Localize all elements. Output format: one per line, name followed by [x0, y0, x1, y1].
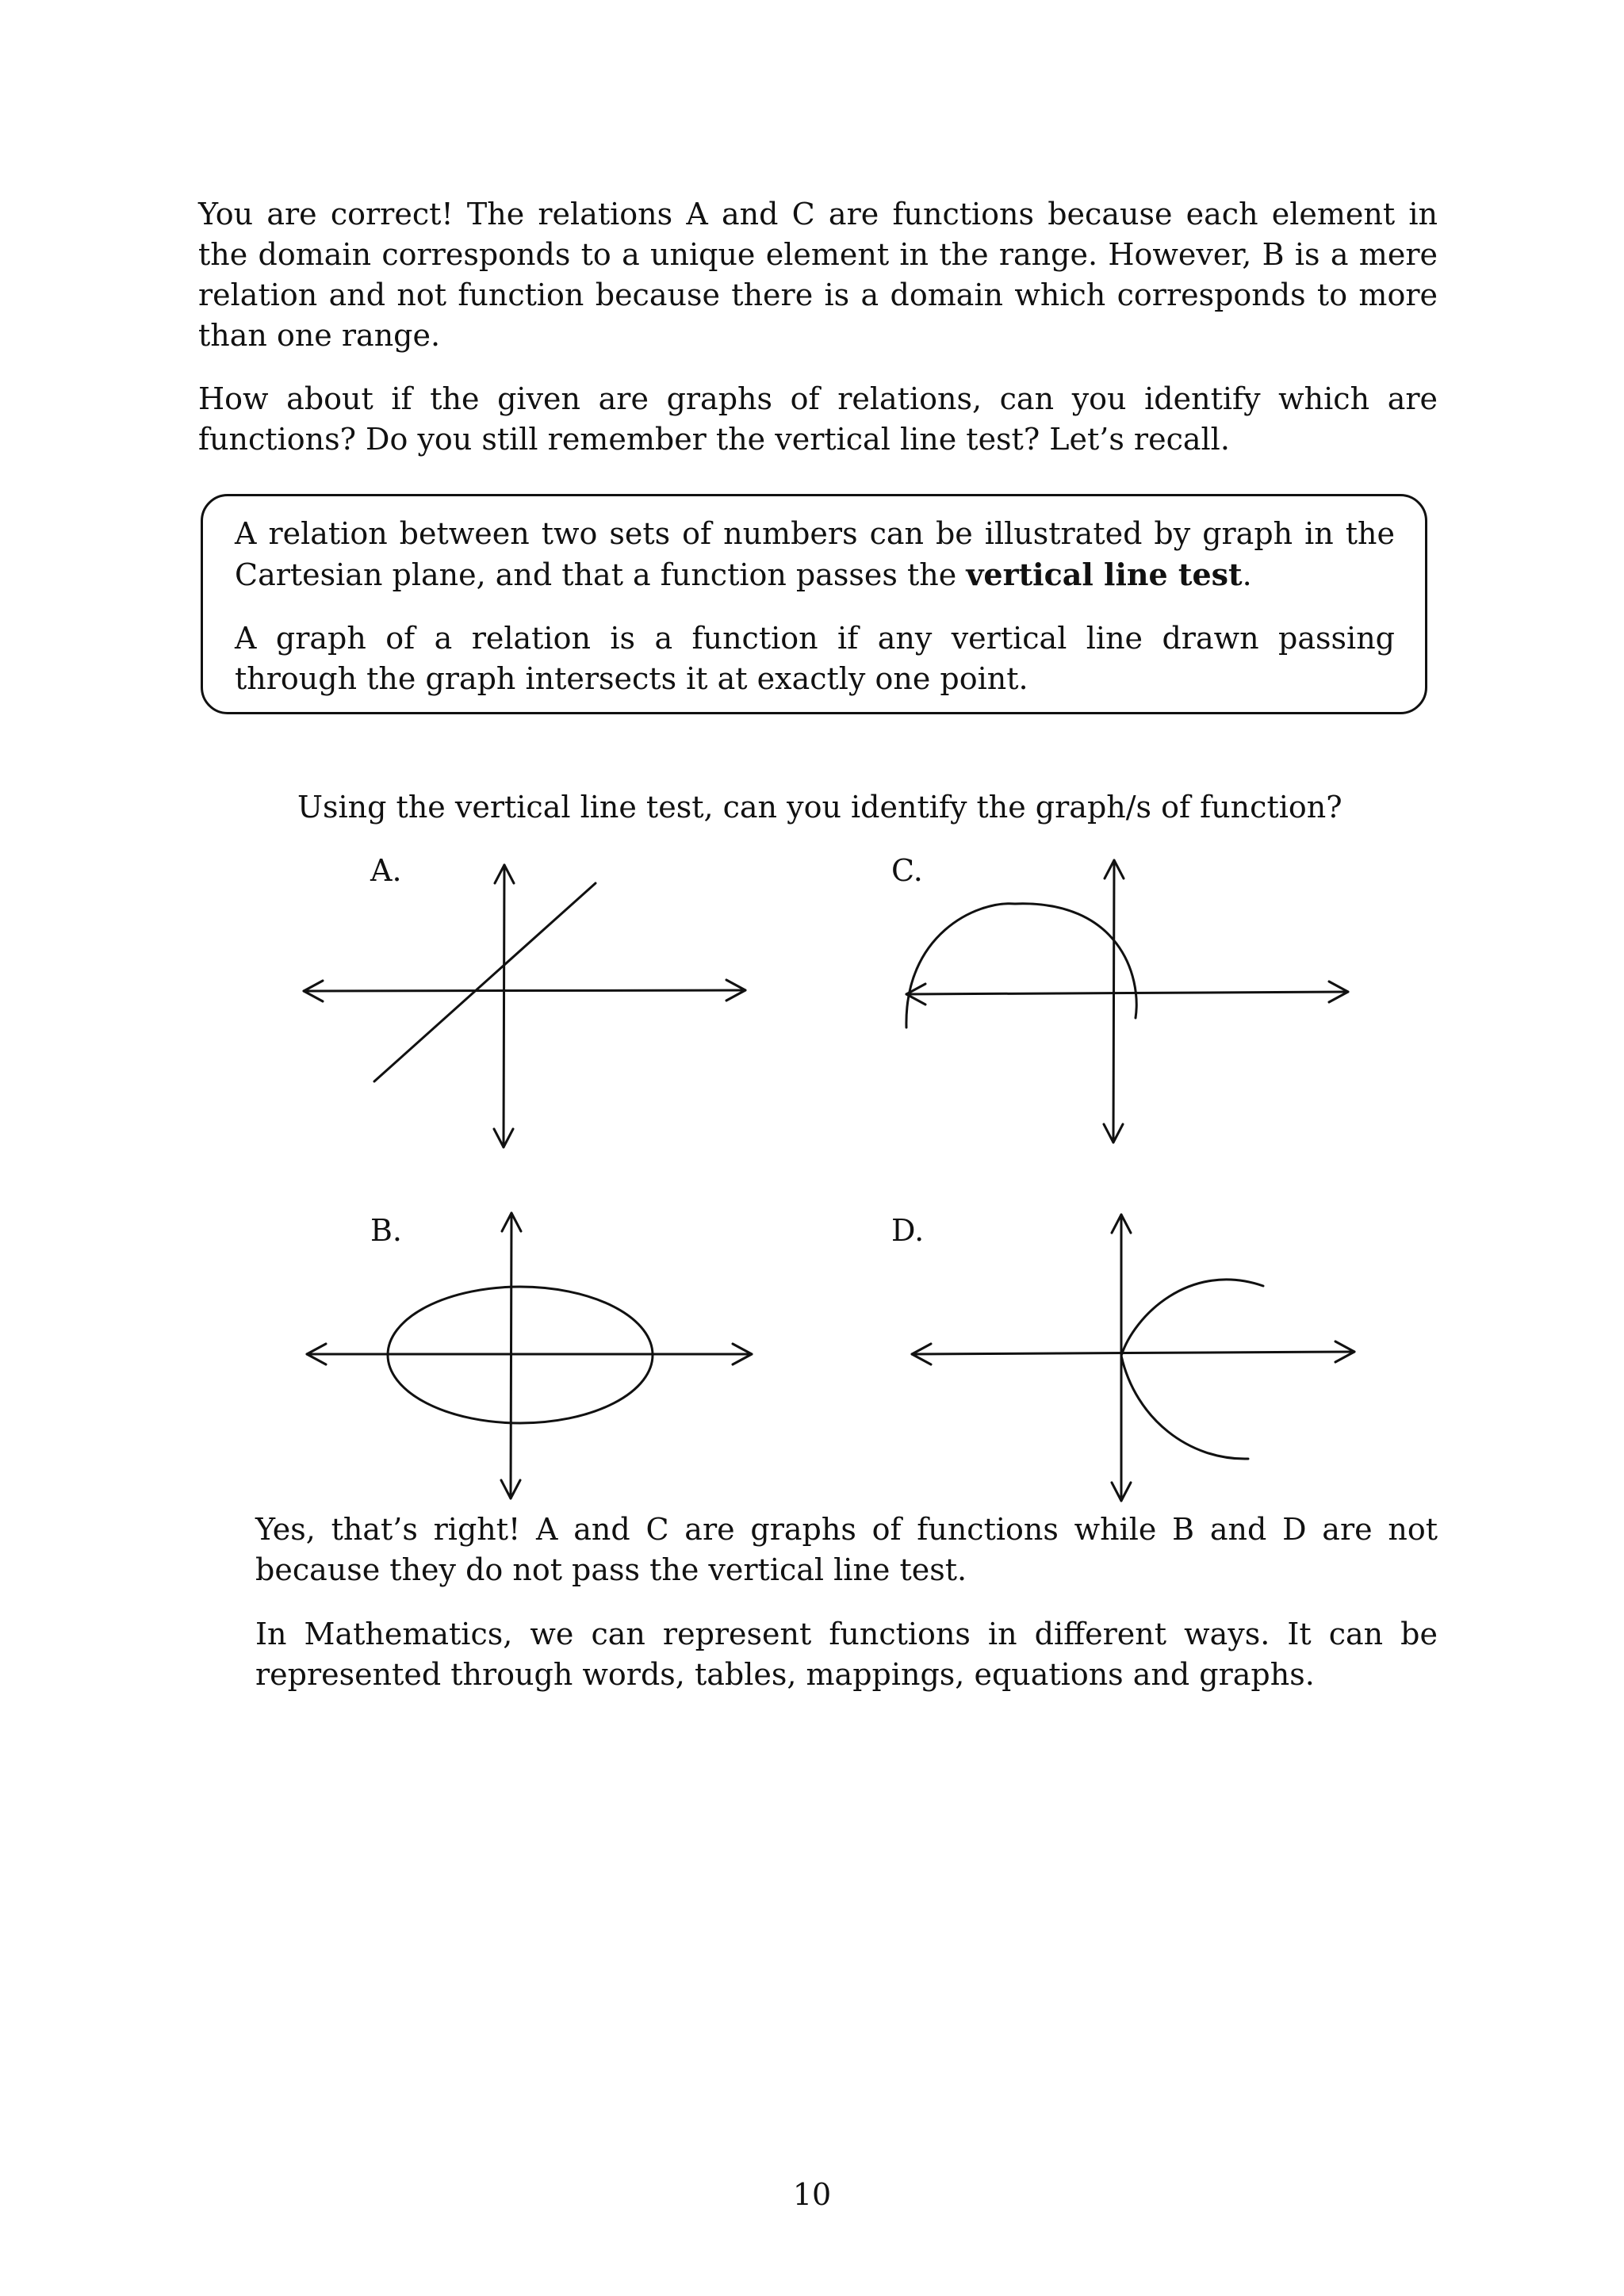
exercise-prompt: Using the vertical line test, can you identify the graph/s of function?: [297, 790, 1342, 825]
graph-d-curve: [1121, 1280, 1263, 1459]
graph-a-label: A.: [370, 853, 402, 888]
page-number: 10: [792, 2177, 832, 2212]
graph-c-label: C.: [891, 853, 923, 888]
graph-d: [912, 1215, 1354, 1501]
definition-text: A relation between two sets of numbers can be illustrated by graph in the Cartesian plane, and that a function passes the: [235, 516, 1395, 592]
definition-period: .: [1242, 557, 1252, 592]
graph-c-x-axis: [906, 992, 1348, 994]
definition-emphasis: vertical line test: [966, 557, 1243, 592]
intro-paragraph: You are correct! The relations A and C are functions because each element in the domain corresponds to a unique element in the range. However, B is a mere relation and not function because there is a domain which corresponds to more than one range.: [198, 197, 1438, 353]
graph-b-label: B.: [370, 1213, 403, 1248]
graph-c-curve: [906, 904, 1136, 1027]
graph-a-x-axis: [304, 990, 745, 991]
answer-paragraph: Yes, that’s right! A and C are graphs of functions while B and D are not because they do not pass the vertical line test.: [255, 1512, 1438, 1587]
graph-b: [307, 1213, 752, 1498]
graph-a: [304, 865, 745, 1147]
question-paragraph: How about if the given are graphs of relations, can you identify which are functions? Do you still remember the vertical line test? Let’s recall.: [198, 381, 1438, 457]
graph-a-curve: [374, 883, 596, 1081]
representation-paragraph: In Mathematics, we can represent functions in different ways. It can be represented through words, tables, mappings, equations and graphs.: [255, 1617, 1438, 1692]
definition-line-2: A graph of a relation is a function if any vertical line drawn passing through the graph intersects it at exactly one point.: [235, 621, 1395, 696]
graph-c: [906, 860, 1348, 1142]
graph-d-x-axis: [912, 1352, 1354, 1354]
graph-d-label: D.: [891, 1213, 925, 1248]
graph-c-y-axis: [1113, 860, 1114, 1142]
